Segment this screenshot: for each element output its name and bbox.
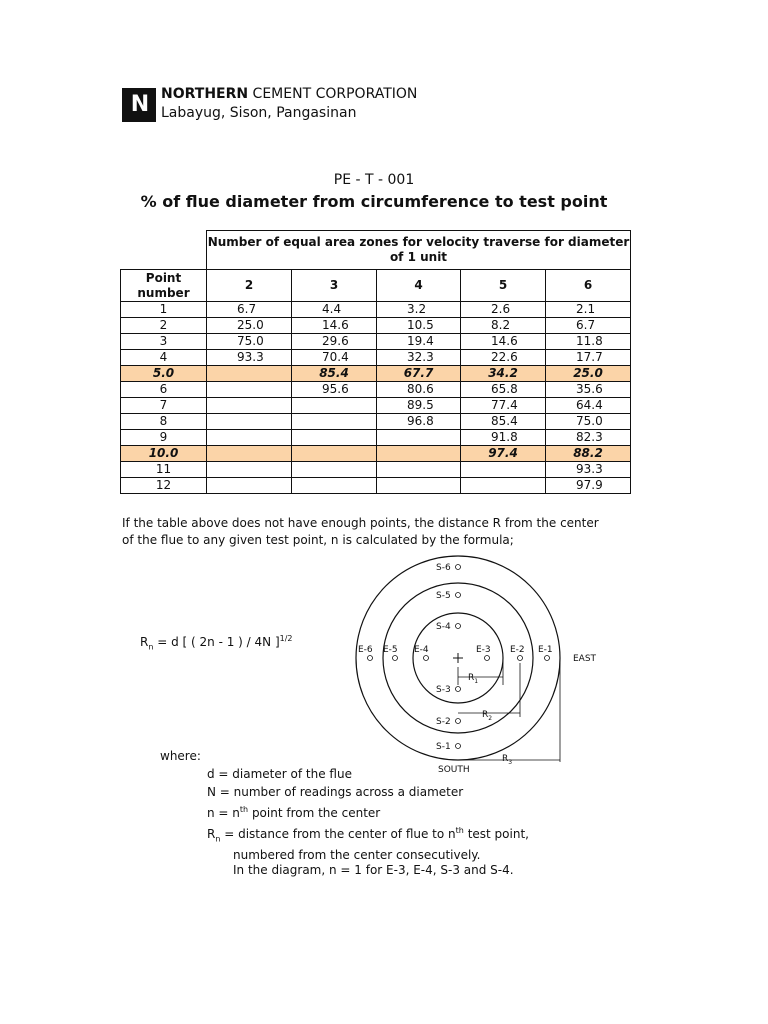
value-cell: 64.4	[546, 398, 631, 414]
value-cell	[292, 430, 377, 446]
table-corner	[121, 231, 207, 270]
value-cell: 25.0	[546, 366, 631, 382]
point-number-cell: 4	[121, 350, 207, 366]
table-row	[121, 398, 631, 414]
traverse-table	[120, 230, 631, 494]
zones-header: Number of equal area zones for velocity traverse for diameter of 1 unit	[207, 231, 631, 270]
def-R-sub: n	[215, 834, 221, 844]
def-N: N = number of readings across a diameter	[207, 785, 464, 799]
def-R-mid: = distance from the center of flue to n	[220, 827, 456, 841]
r3-r: R	[502, 754, 509, 764]
company-name	[161, 86, 417, 102]
formula-r: R	[140, 635, 149, 649]
company-name-rest: CEMENT CORPORATION	[248, 86, 418, 102]
def-R-cont2: In the diagram, n = 1 for E-3, E-4, S-3 and S-4.	[233, 863, 514, 878]
def-R-cont1: numbered from the center consecutively.	[233, 848, 481, 863]
flue-traverse-diagram	[340, 555, 610, 780]
label-s5: S-5	[436, 591, 451, 601]
value-cell	[377, 446, 461, 462]
r2-r: R	[482, 710, 489, 720]
def-n-sup: th	[239, 805, 249, 814]
document-title: % of flue diameter from circumference to test point	[140, 192, 608, 211]
label-e4: E-4	[414, 645, 429, 655]
value-cell: 22.6	[461, 350, 546, 366]
point-number-cell: 11	[121, 462, 207, 478]
table-row	[121, 302, 631, 318]
def-n-pre: n = n	[207, 806, 240, 820]
col-header: 3	[292, 270, 377, 302]
def-d: d = diameter of the flue	[207, 767, 352, 781]
point-number-cell: 1	[121, 302, 207, 318]
table-row	[121, 366, 631, 382]
value-cell	[207, 430, 292, 446]
label-e2: E-2	[510, 645, 525, 655]
value-cell	[207, 462, 292, 478]
value-cell: 82.3	[546, 430, 631, 446]
value-cell: 91.8	[461, 430, 546, 446]
label-e3: E-3	[476, 645, 491, 655]
value-cell: 89.5	[377, 398, 461, 414]
table-row	[121, 350, 631, 366]
value-cell	[377, 430, 461, 446]
intro-line: of the flue to any given test point, n is calculated by the formula;	[122, 533, 514, 547]
value-cell: 25.0	[207, 318, 292, 334]
definitions	[207, 765, 529, 878]
intro-line: If the table above does not have enough points, the distance R from the center	[122, 516, 599, 530]
label-south: SOUTH	[438, 765, 470, 775]
point-number-cell: 2	[121, 318, 207, 334]
table-row	[121, 382, 631, 398]
value-cell: 77.4	[461, 398, 546, 414]
label-s3: S-3	[436, 685, 451, 695]
r1-label	[468, 673, 478, 685]
value-cell: 4.4	[292, 302, 377, 318]
label-e5: E-5	[383, 645, 398, 655]
value-cell	[292, 414, 377, 430]
table-body	[121, 302, 631, 494]
value-cell: 88.2	[546, 446, 631, 462]
value-cell: 75.0	[546, 414, 631, 430]
value-cell: 14.6	[461, 334, 546, 350]
value-cell: 6.7	[207, 302, 292, 318]
value-cell: 96.8	[377, 414, 461, 430]
value-cell	[207, 478, 292, 494]
col-header: 4	[377, 270, 461, 302]
col-header: 6	[546, 270, 631, 302]
where-label: where:	[160, 749, 201, 763]
r3-sub: 3	[508, 759, 513, 766]
label-s6: S-6	[436, 563, 451, 573]
value-cell	[292, 462, 377, 478]
table-row	[121, 478, 631, 494]
point-number-cell: 5.0	[121, 366, 207, 382]
value-cell: 2.6	[461, 302, 546, 318]
value-cell	[207, 398, 292, 414]
r1-r: R	[468, 673, 475, 683]
value-cell	[207, 414, 292, 430]
point-number-cell: 6	[121, 382, 207, 398]
formula-body: = d [ ( 2n - 1 ) / 4N ]	[153, 635, 280, 649]
value-cell: 2.1	[546, 302, 631, 318]
value-cell	[207, 366, 292, 382]
def-n	[207, 801, 529, 822]
label-s4: S-4	[436, 622, 451, 632]
value-cell	[292, 478, 377, 494]
value-cell: 3.2	[377, 302, 461, 318]
table-row	[121, 334, 631, 350]
point-number-cell: 8	[121, 414, 207, 430]
value-cell: 93.3	[546, 462, 631, 478]
point-number-cell: 7	[121, 398, 207, 414]
intro-paragraph	[122, 515, 642, 549]
value-cell	[292, 446, 377, 462]
r2-label	[482, 710, 492, 722]
label-s1: S-1	[436, 742, 451, 752]
table-row	[121, 414, 631, 430]
value-cell	[207, 382, 292, 398]
value-cell: 35.6	[546, 382, 631, 398]
document-number: PE - T - 001	[333, 172, 415, 188]
value-cell: 6.7	[546, 318, 631, 334]
value-cell: 10.5	[377, 318, 461, 334]
company-logo: N	[122, 88, 156, 122]
value-cell	[377, 478, 461, 494]
r2-sub: 2	[488, 715, 493, 722]
value-cell: 93.3	[207, 350, 292, 366]
value-cell	[292, 398, 377, 414]
point-number-header: Point number	[121, 270, 207, 302]
company-name-bold: NORTHERN	[161, 86, 249, 102]
col-header: 5	[461, 270, 546, 302]
point-number-cell: 9	[121, 430, 207, 446]
value-cell: 17.7	[546, 350, 631, 366]
table-row	[121, 318, 631, 334]
value-cell: 8.2	[461, 318, 546, 334]
value-cell: 75.0	[207, 334, 292, 350]
value-cell: 29.6	[292, 334, 377, 350]
table-row	[121, 446, 631, 462]
value-cell: 14.6	[292, 318, 377, 334]
def-R-sup: th	[455, 826, 464, 835]
formula-r-sub: n	[148, 642, 154, 652]
value-cell: 85.4	[292, 366, 377, 382]
point-number-cell: 10.0	[121, 446, 207, 462]
value-cell: 65.8	[461, 382, 546, 398]
value-cell: 32.3	[377, 350, 461, 366]
value-cell: 70.4	[292, 350, 377, 366]
value-cell	[377, 462, 461, 478]
value-cell: 19.4	[377, 334, 461, 350]
label-s2: S-2	[436, 717, 451, 727]
formula-exponent: 1/2	[279, 634, 293, 643]
value-cell	[461, 478, 546, 494]
value-cell: 95.6	[292, 382, 377, 398]
label-e1: E-1	[538, 645, 553, 655]
table-row	[121, 430, 631, 446]
table-row	[121, 462, 631, 478]
point-number-cell: 3	[121, 334, 207, 350]
value-cell: 97.9	[546, 478, 631, 494]
col-header: 2	[207, 270, 292, 302]
label-e6: E-6	[358, 645, 373, 655]
value-cell	[461, 462, 546, 478]
value-cell: 67.7	[377, 366, 461, 382]
value-cell: 97.4	[461, 446, 546, 462]
def-R-post: test point,	[463, 827, 529, 841]
r3-label	[502, 754, 512, 766]
def-R	[207, 822, 529, 848]
value-cell: 34.2	[461, 366, 546, 382]
label-east: EAST	[573, 654, 597, 664]
formula	[140, 634, 293, 651]
value-cell: 80.6	[377, 382, 461, 398]
company-address: Labayug, Sison, Pangasinan	[161, 105, 357, 121]
r1-sub: 1	[474, 678, 479, 685]
def-n-post: point from the center	[248, 806, 381, 820]
point-number-cell: 12	[121, 478, 207, 494]
value-cell: 11.8	[546, 334, 631, 350]
value-cell	[207, 446, 292, 462]
value-cell: 85.4	[461, 414, 546, 430]
def-R-pre: R	[207, 827, 216, 841]
